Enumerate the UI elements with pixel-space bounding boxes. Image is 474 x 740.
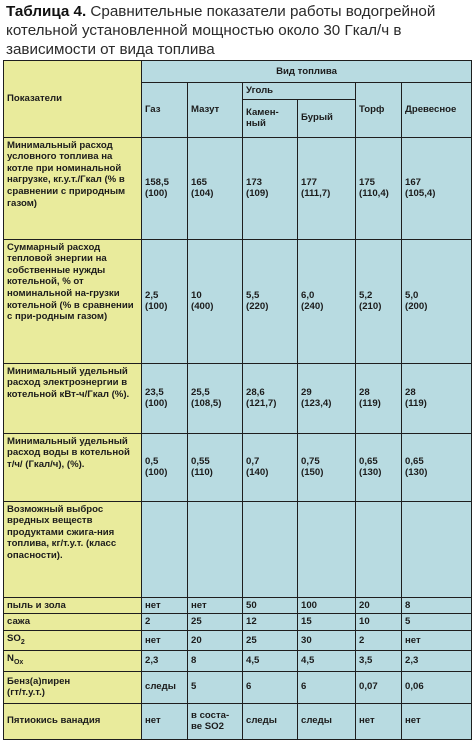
cell-mazut [188, 501, 243, 597]
cell-wood: 2,3 [402, 651, 472, 672]
cell-gas: 2,3 [142, 651, 188, 672]
comparison-table [3, 60, 472, 740]
table-row [4, 614, 472, 631]
cell-wood: нет [402, 703, 472, 739]
cell-stone-coal: 28,6 (121,7) [243, 363, 298, 433]
cell-mazut: 20 [188, 630, 243, 651]
caption-text: Сравнительные показатели работы водогрейной котельной установленной мощностью около 30 Гкал/ч в зависимости от вида топлива [6, 3, 436, 58]
cell-peat [356, 501, 402, 597]
table-row [4, 651, 472, 672]
cell-mazut: 5 [188, 671, 243, 703]
table-row [4, 671, 472, 703]
cell-stone-coal: 0,7 (140) [243, 433, 298, 501]
table-row [4, 630, 472, 651]
cell-mazut: в соста- ве SO2 [188, 703, 243, 739]
cell-peat: 20 [356, 597, 402, 614]
cell-mazut: 8 [188, 651, 243, 672]
header-gas: Газ [142, 83, 188, 138]
cell-mazut: 25,5 (108,5) [188, 363, 243, 433]
cell-gas: нет [142, 597, 188, 614]
cell-stone-coal: 6 [243, 671, 298, 703]
row-label [4, 651, 142, 672]
cell-peat: 5,2 (210) [356, 239, 402, 363]
cell-stone-coal: 173 (109) [243, 137, 298, 239]
header-mazut: Мазут [188, 83, 243, 138]
header-wood: Древесное [402, 83, 472, 138]
cell-peat: 0,07 [356, 671, 402, 703]
cell-stone-coal: 12 [243, 614, 298, 631]
row-label: Суммарный расход тепловой энергии на собственные нужды котельной, % от номинальной на-грузки котельной (% в сравнении с при-родным газом) [4, 239, 142, 363]
so2-label: $SO_2$ [7, 632, 25, 646]
cell-stone-coal: 25 [243, 630, 298, 651]
cell-wood: нет [402, 630, 472, 651]
cell-brown-coal [298, 501, 356, 597]
cell-gas: 2,5 (100) [142, 239, 188, 363]
cell-wood: 5,0 (200) [402, 239, 472, 363]
nox-label: $N_{Ox}$ [7, 653, 24, 667]
cell-brown-coal: 6,0 (240) [298, 239, 356, 363]
cell-mazut: 0,55 (110) [188, 433, 243, 501]
cell-gas: 158,5 (100) [142, 137, 188, 239]
header-fuel-type: Вид топлива [142, 61, 472, 83]
table-row [4, 433, 472, 501]
table-row [4, 239, 472, 363]
cell-mazut: 165 (104) [188, 137, 243, 239]
cell-gas: следы [142, 671, 188, 703]
header-peat: Торф [356, 83, 402, 138]
row-label: Возможный выброс вредных веществ продуктами сжига-ния топлива, кг/т.у.т. (класс опасности). [4, 501, 142, 597]
cell-gas: 0,5 (100) [142, 433, 188, 501]
cell-brown-coal: 15 [298, 614, 356, 631]
cell-peat: 3,5 [356, 651, 402, 672]
cell-wood [402, 501, 472, 597]
row-label [4, 630, 142, 651]
cell-brown-coal: 30 [298, 630, 356, 651]
cell-stone-coal: 50 [243, 597, 298, 614]
header-stone-coal: Камен- ный [243, 99, 298, 137]
header-coal: Уголь [243, 83, 356, 100]
table-row [4, 137, 472, 239]
header-brown-coal: Бурый [298, 99, 356, 137]
cell-peat: нет [356, 703, 402, 739]
cell-stone-coal [243, 501, 298, 597]
row-label: Бенз(а)пирен (гт/т.у.т.) [4, 671, 142, 703]
table-row [4, 363, 472, 433]
row-label: сажа [4, 614, 142, 631]
cell-stone-coal: 4,5 [243, 651, 298, 672]
row-label: пыль и зола [4, 597, 142, 614]
cell-gas: нет [142, 630, 188, 651]
cell-brown-coal: 4,5 [298, 651, 356, 672]
row-label: Пятиокись ванадия [4, 703, 142, 739]
cell-peat: 2 [356, 630, 402, 651]
cell-gas: нет [142, 703, 188, 739]
cell-wood: 0,06 [402, 671, 472, 703]
cell-wood: 167 (105,4) [402, 137, 472, 239]
cell-peat: 28 (119) [356, 363, 402, 433]
cell-wood: 5 [402, 614, 472, 631]
cell-wood: 8 [402, 597, 472, 614]
row-label: Минимальный удельный расход электроэнергии в котельной кВт-ч/Гкал (%). [4, 363, 142, 433]
table-row [4, 597, 472, 614]
cell-brown-coal: следы [298, 703, 356, 739]
cell-brown-coal: 29 (123,4) [298, 363, 356, 433]
cell-brown-coal: 6 [298, 671, 356, 703]
cell-wood: 28 (119) [402, 363, 472, 433]
cell-stone-coal: 5,5 (220) [243, 239, 298, 363]
header-indicators: Показатели [4, 61, 142, 138]
cell-peat: 175 (110,4) [356, 137, 402, 239]
table-caption [6, 2, 468, 59]
cell-mazut: 25 [188, 614, 243, 631]
row-label: Минимальный удельный расход воды в котельной т/ч/ (Гкал/ч), (%). [4, 433, 142, 501]
cell-gas: 23,5 (100) [142, 363, 188, 433]
cell-stone-coal: следы [243, 703, 298, 739]
table-row [4, 703, 472, 739]
cell-gas: 2 [142, 614, 188, 631]
table-row [4, 501, 472, 597]
cell-brown-coal: 100 [298, 597, 356, 614]
cell-peat: 10 [356, 614, 402, 631]
row-label: Минимальный расход условного топлива на котле при номинальной нагрузке, кг.у.т./Гкал (% в сравнении с природным газом) [4, 137, 142, 239]
cell-brown-coal: 177 (111,7) [298, 137, 356, 239]
caption-label: Таблица 4. [6, 3, 87, 20]
cell-peat: 0,65 (130) [356, 433, 402, 501]
cell-mazut: 10 (400) [188, 239, 243, 363]
cell-gas [142, 501, 188, 597]
cell-wood: 0,65 (130) [402, 433, 472, 501]
cell-mazut: нет [188, 597, 243, 614]
cell-brown-coal: 0,75 (150) [298, 433, 356, 501]
